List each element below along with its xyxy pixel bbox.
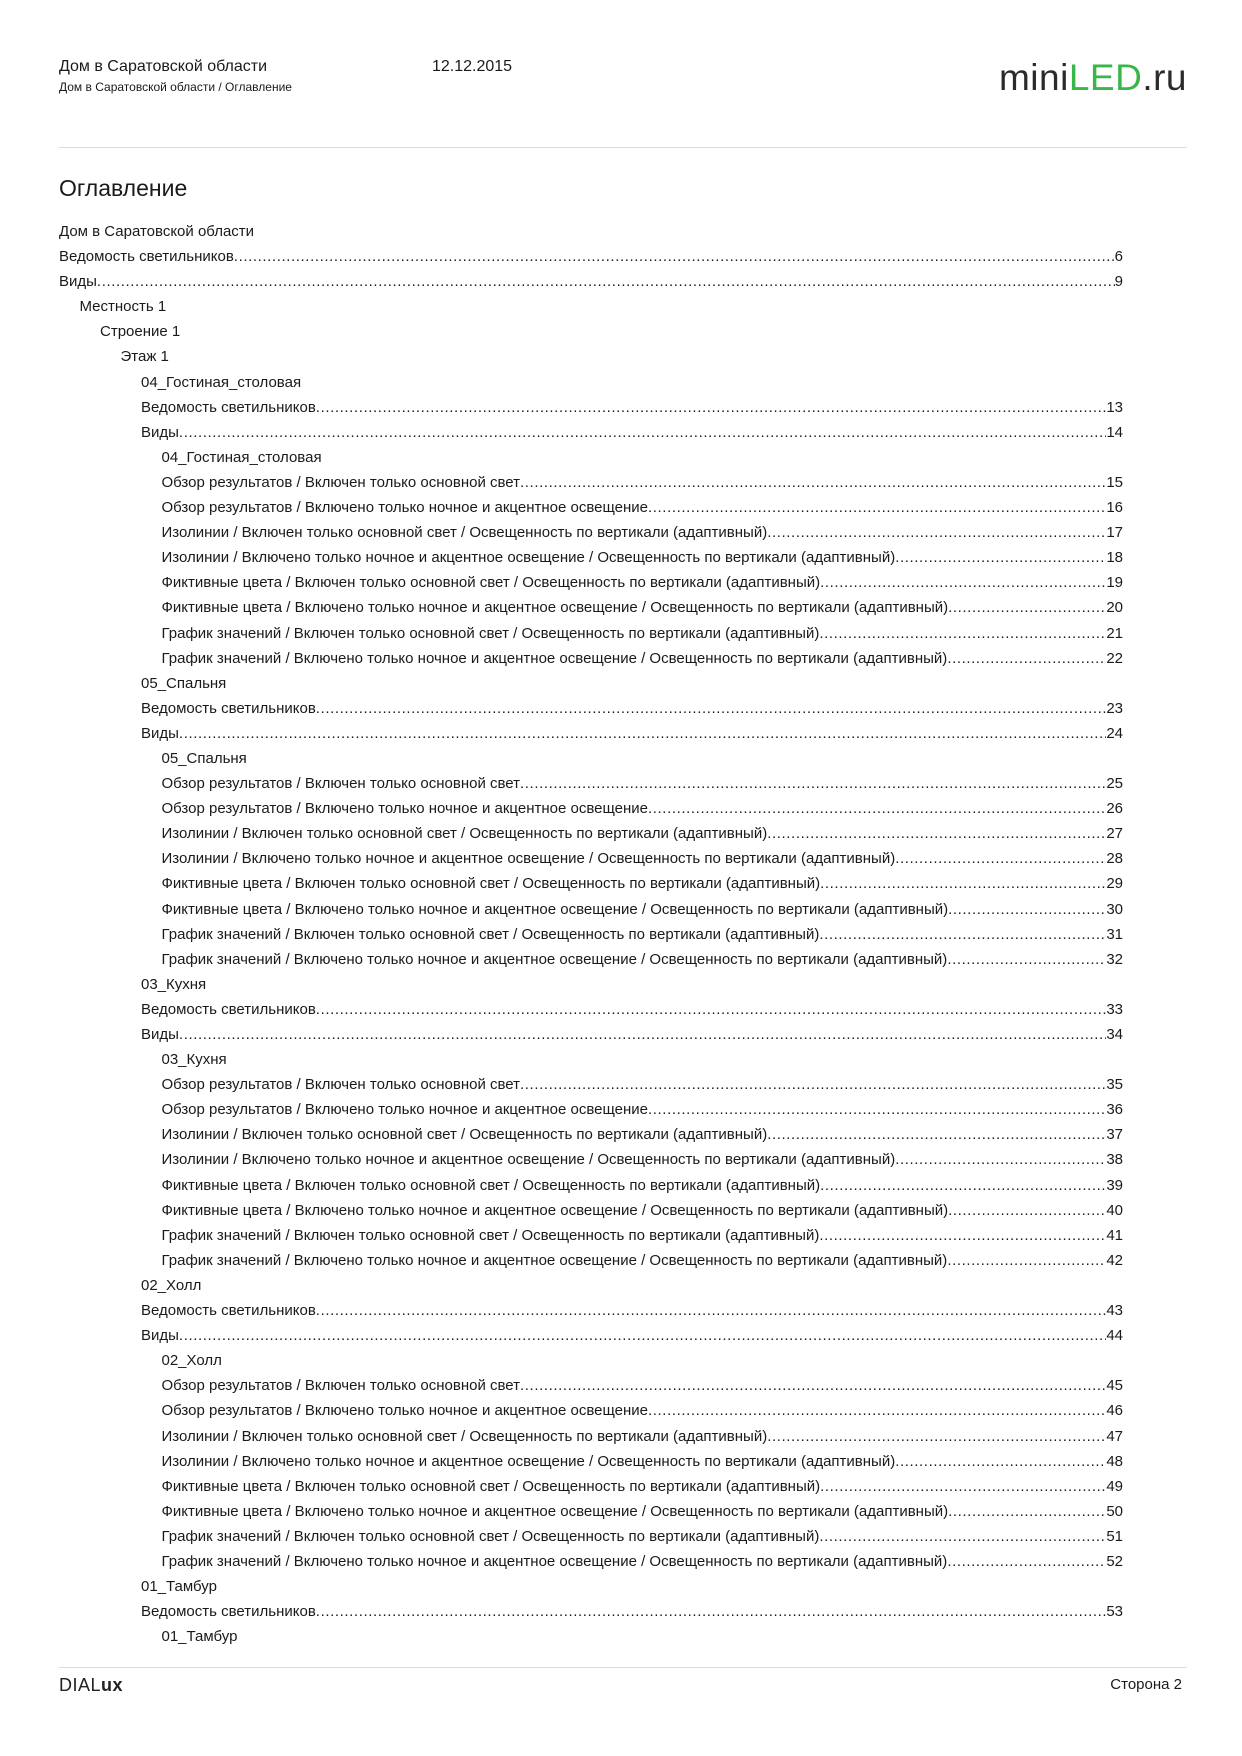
toc-entry-title: Дом в Саратовской области [59, 223, 255, 240]
toc-entry-page: 22 [1106, 649, 1123, 667]
toc-entry-title: Ведомость светильников [141, 1302, 316, 1320]
toc-entry[interactable] [59, 520, 1123, 545]
toc-entry-page: 48 [1106, 1452, 1123, 1470]
toc-title: Оглавление [59, 175, 188, 201]
toc-entry-title: Строение 1 [100, 323, 181, 341]
toc-entry-page: 37 [1106, 1126, 1123, 1144]
toc-dot-leader [179, 420, 1106, 445]
toc-entry-title: 03_Кухня [161, 1051, 227, 1069]
toc-entry-title: 01_Тамбур [141, 1578, 217, 1596]
toc-entry[interactable] [59, 420, 1123, 445]
table-of-contents [59, 219, 1123, 1649]
toc-dot-leader [179, 1022, 1106, 1047]
toc-entry[interactable] [59, 1499, 1123, 1524]
toc-entry[interactable] [59, 972, 1123, 997]
toc-entry[interactable] [59, 1097, 1123, 1122]
toc-entry[interactable] [59, 821, 1123, 846]
toc-entry[interactable] [59, 1398, 1123, 1423]
toc-entry-page: 47 [1106, 1427, 1123, 1445]
toc-entry-title: Этаж 1 [120, 348, 169, 366]
toc-dot-leader [316, 395, 1107, 420]
toc-entry-title: График значений / Включено только ночное и акцентное освещение / Освещенность по вертикали (адаптивный) [161, 950, 948, 968]
toc-entry-title: Фиктивные цвета / Включено только ночное и акцентное освещение / Освещенность по вертикали (адаптивный) [161, 900, 949, 918]
toc-entry-page: 32 [1106, 950, 1123, 968]
page-header [59, 58, 1187, 148]
toc-entry-page: 9 [1114, 273, 1123, 291]
toc-dot-leader [767, 520, 1106, 545]
brand-prefix: DIAL [59, 1675, 102, 1695]
toc-entry-title: Изолинии / Включен только основной свет / Освещенность по вертикали (адаптивный) [161, 524, 768, 542]
toc-entry[interactable] [59, 319, 1123, 344]
toc-entry-page: 42 [1106, 1251, 1123, 1269]
toc-entry[interactable] [59, 344, 1123, 369]
toc-entry-title: Изолинии / Включено только ночное и акцентное освещение / Освещенность по вертикали (адаптивный) [161, 1151, 896, 1169]
toc-entry[interactable] [59, 721, 1123, 746]
toc-entry[interactable] [59, 545, 1123, 570]
toc-dot-leader [947, 947, 1106, 972]
toc-entry-page: 26 [1106, 800, 1123, 818]
toc-dot-leader [648, 1398, 1106, 1423]
toc-dot-leader [179, 1323, 1106, 1348]
header-divider [59, 147, 1187, 148]
toc-entry[interactable] [59, 922, 1123, 947]
toc-entry-title: Изолинии / Включен только основной свет / Освещенность по вертикали (адаптивный) [161, 1427, 768, 1445]
toc-entry[interactable] [59, 1022, 1123, 1047]
toc-entry-page: 52 [1106, 1552, 1123, 1570]
toc-entry-title: 01_Тамбур [161, 1628, 238, 1646]
toc-entry-page: 35 [1106, 1076, 1123, 1094]
logo-accent: LED [1068, 57, 1143, 98]
toc-entry-title: Ведомость светильников [141, 1603, 316, 1621]
toc-entry-page: 51 [1106, 1527, 1123, 1545]
toc-dot-leader [895, 1147, 1106, 1172]
toc-entry[interactable] [59, 1223, 1123, 1248]
toc-entry[interactable] [59, 796, 1123, 821]
toc-entry-title: График значений / Включено только ночное и акцентное освещение / Освещенность по вертикали (адаптивный) [161, 1251, 948, 1269]
toc-entry[interactable] [59, 1147, 1123, 1172]
toc-entry-title: Виды [59, 273, 97, 291]
toc-entry[interactable] [59, 997, 1123, 1022]
toc-entry-page: 45 [1106, 1377, 1123, 1395]
toc-dot-leader [648, 1097, 1106, 1122]
toc-entry[interactable] [59, 1524, 1123, 1549]
toc-entry-title: График значений / Включено только ночное и акцентное освещение / Освещенность по вертикали (адаптивный) [161, 1552, 948, 1570]
toc-entry-title: Виды [141, 1327, 179, 1345]
toc-entry-page: 36 [1106, 1101, 1123, 1119]
toc-entry[interactable] [59, 746, 1123, 771]
toc-dot-leader [520, 1072, 1106, 1097]
toc-dot-leader [895, 545, 1106, 570]
toc-entry[interactable] [59, 1348, 1123, 1373]
toc-entry-title: 05_Спальня [161, 749, 247, 767]
project-name: Дом в Саратовской области [59, 58, 268, 75]
toc-entry-title: 02_Холл [161, 1352, 222, 1370]
toc-entry-title: Обзор результатов / Включено только ночное и акцентное освещение [161, 1101, 648, 1119]
toc-dot-leader [819, 922, 1106, 947]
toc-entry-title: 03_Кухня [141, 975, 207, 993]
toc-dot-leader [820, 871, 1106, 896]
toc-entry[interactable] [59, 1122, 1123, 1147]
toc-entry[interactable] [59, 696, 1123, 721]
toc-entry[interactable] [59, 294, 1123, 319]
toc-entry-page: 19 [1106, 574, 1123, 592]
toc-entry[interactable] [59, 1574, 1123, 1599]
toc-entry-title: Фиктивные цвета / Включено только ночное и акцентное освещение / Освещенность по вертикали (адаптивный) [161, 1502, 949, 1520]
toc-entry-title: Фиктивные цвета / Включено только ночное и акцентное освещение / Освещенность по вертикали (адаптивный) [161, 599, 949, 617]
toc-entry-title: Изолинии / Включен только основной свет / Освещенность по вертикали (адаптивный) [161, 825, 768, 843]
toc-dot-leader [234, 244, 1115, 269]
toc-entry[interactable] [59, 445, 1123, 470]
toc-dot-leader [767, 821, 1106, 846]
toc-entry-title: График значений / Включен только основной свет / Освещенность по вертикали (адаптивный) [161, 1226, 820, 1244]
toc-entry-page: 29 [1106, 875, 1123, 893]
toc-entry-title: Обзор результатов / Включено только ночное и акцентное освещение [161, 1402, 648, 1420]
toc-entry[interactable] [59, 621, 1123, 646]
report-date: 12.12.2015 [432, 58, 513, 75]
toc-entry-title: 05_Спальня [141, 674, 227, 692]
toc-entry-title: Обзор результатов / Включено только ночное и акцентное освещение [161, 800, 648, 818]
toc-entry-title: Ведомость светильников [141, 699, 316, 717]
toc-dot-leader [316, 1298, 1107, 1323]
toc-entry-title: Изолинии / Включено только ночное и акцентное освещение / Освещенность по вертикали (адаптивный) [161, 850, 896, 868]
toc-dot-leader [948, 1198, 1106, 1223]
logo-prefix: mini [998, 57, 1069, 98]
toc-entry[interactable] [59, 1424, 1123, 1449]
toc-entry-page: 33 [1106, 1000, 1123, 1018]
toc-entry[interactable] [59, 495, 1123, 520]
toc-dot-leader [820, 1173, 1106, 1198]
toc-entry-title: График значений / Включен только основной свет / Освещенность по вертикали (адаптивный) [161, 624, 820, 642]
toc-entry-page: 30 [1106, 900, 1123, 918]
toc-dot-leader [948, 595, 1106, 620]
toc-entry-title: 02_Холл [141, 1276, 202, 1294]
toc-entry[interactable] [59, 1599, 1123, 1624]
toc-dot-leader [520, 470, 1106, 495]
toc-entry-page: 18 [1106, 549, 1123, 567]
toc-entry[interactable] [59, 244, 1123, 269]
toc-entry-title: 04_Гостиная_столовая [141, 373, 302, 391]
toc-dot-leader [895, 846, 1106, 871]
toc-dot-leader [316, 997, 1107, 1022]
toc-entry[interactable] [59, 1248, 1123, 1273]
toc-entry-title: График значений / Включен только основной свет / Освещенность по вертикали (адаптивный) [161, 1527, 820, 1545]
toc-entry-title: Виды [141, 1026, 179, 1043]
toc-dot-leader [820, 570, 1106, 595]
toc-entry-title: Фиктивные цвета / Включен только основной свет / Освещенность по вертикали (адаптивный) [161, 1477, 821, 1495]
toc-entry-page: 16 [1106, 499, 1123, 517]
toc-entry-title: Местность 1 [79, 298, 167, 316]
toc-entry-page: 41 [1106, 1226, 1123, 1244]
toc-dot-leader [648, 796, 1106, 821]
toc-entry-title: Виды [141, 724, 179, 742]
toc-entry-title: 04_Гостиная_столовая [161, 448, 322, 466]
toc-entry[interactable] [59, 1173, 1123, 1198]
toc-entry[interactable] [59, 1273, 1123, 1298]
toc-dot-leader [819, 1524, 1106, 1549]
toc-entry-title: Обзор результатов / Включен только основной свет [161, 1076, 521, 1094]
toc-entry[interactable] [59, 1624, 1123, 1649]
toc-entry-title: Ведомость светильников [141, 398, 316, 416]
toc-entry[interactable] [59, 370, 1123, 395]
toc-entry-title: Фиктивные цвета / Включено только ночное и акцентное освещение / Освещенность по вертикали (адаптивный) [161, 1201, 949, 1219]
toc-entry[interactable] [59, 269, 1123, 294]
toc-dot-leader [316, 1599, 1107, 1624]
toc-entry-page: 20 [1106, 599, 1123, 617]
toc-entry-page: 46 [1106, 1402, 1123, 1420]
toc-dot-leader [819, 1223, 1106, 1248]
toc-dot-leader [820, 1474, 1106, 1499]
toc-dot-leader [520, 771, 1106, 796]
toc-entry[interactable] [59, 219, 1123, 244]
toc-entry-page: 24 [1106, 724, 1123, 742]
toc-dot-leader [316, 696, 1107, 721]
toc-entry-title: Ведомость светильников [141, 1000, 316, 1018]
toc-entry-title: Изолинии / Включен только основной свет / Освещенность по вертикали (адаптивный) [161, 1126, 768, 1144]
toc-entry[interactable] [59, 395, 1123, 420]
toc-entry-page: 31 [1106, 925, 1123, 943]
toc-entry-title: Фиктивные цвета / Включен только основной свет / Освещенность по вертикали (адаптивный) [161, 574, 821, 592]
toc-entry-title: Обзор результатов / Включен только основной свет [161, 775, 521, 793]
toc-entry[interactable] [59, 1449, 1123, 1474]
toc-dot-leader [947, 1248, 1106, 1273]
toc-entry-page: 50 [1106, 1502, 1123, 1520]
toc-entry-title: Изолинии / Включено только ночное и акцентное освещение / Освещенность по вертикали (адаптивный) [161, 549, 896, 567]
logo-suffix: .ru [1142, 57, 1187, 98]
toc-entry-title: Изолинии / Включено только ночное и акцентное освещение / Освещенность по вертикали (адаптивный) [161, 1452, 896, 1470]
toc-entry-title: Обзор результатов / Включен только основной свет [161, 473, 521, 491]
toc-entry-title: График значений / Включено только ночное и акцентное освещение / Освещенность по вертикали (адаптивный) [161, 649, 948, 667]
toc-entry[interactable] [59, 947, 1123, 972]
toc-entry[interactable] [59, 846, 1123, 871]
toc-dot-leader [767, 1424, 1106, 1449]
footer-divider [59, 1667, 1187, 1668]
toc-entry-page: 40 [1106, 1201, 1123, 1219]
toc-entry-title: Фиктивные цвета / Включен только основной свет / Освещенность по вертикали (адаптивный) [161, 1176, 821, 1194]
toc-dot-leader [948, 897, 1106, 922]
toc-dot-leader [895, 1449, 1106, 1474]
toc-entry[interactable] [59, 771, 1123, 796]
page-number: Сторона 2 [1110, 1676, 1182, 1693]
toc-dot-leader [179, 721, 1106, 746]
toc-entry[interactable] [59, 1047, 1123, 1072]
toc-dot-leader [648, 495, 1106, 520]
toc-entry-title: График значений / Включен только основной свет / Освещенность по вертикали (адаптивный) [161, 925, 820, 943]
dialux-logo [59, 1674, 123, 1696]
toc-entry-page: 15 [1106, 473, 1123, 491]
toc-dot-leader [520, 1373, 1106, 1398]
toc-dot-leader [948, 1499, 1106, 1524]
toc-entry-page: 17 [1106, 524, 1123, 542]
toc-entry[interactable] [59, 1072, 1123, 1097]
toc-entry-page: 21 [1106, 624, 1123, 642]
toc-entry[interactable] [59, 595, 1123, 620]
toc-entry[interactable] [59, 1549, 1123, 1574]
toc-entry-page: 34 [1106, 1026, 1123, 1043]
toc-dot-leader [819, 621, 1106, 646]
toc-entry-page: 28 [1106, 850, 1123, 868]
toc-entry-page: 25 [1106, 775, 1123, 793]
toc-entry[interactable] [59, 570, 1123, 595]
toc-entry[interactable] [59, 1198, 1123, 1223]
toc-entry[interactable] [59, 1373, 1123, 1398]
toc-entry-page: 27 [1106, 825, 1123, 843]
toc-entry[interactable] [59, 871, 1123, 896]
minled-logo [999, 56, 1187, 100]
toc-entry-page: 6 [1114, 248, 1123, 266]
toc-entry[interactable] [59, 897, 1123, 922]
toc-dot-leader [947, 1549, 1106, 1574]
toc-entry-page: 13 [1106, 398, 1123, 416]
toc-entry-title: Фиктивные цвета / Включен только основной свет / Освещенность по вертикали (адаптивный) [161, 875, 821, 893]
toc-entry-title: Обзор результатов / Включен только основной свет [161, 1377, 521, 1395]
toc-dot-leader [97, 269, 1115, 294]
toc-entry-title: Обзор результатов / Включено только ночное и акцентное освещение [161, 499, 648, 517]
toc-dot-leader [767, 1122, 1106, 1147]
toc-entry-page: 49 [1106, 1477, 1123, 1495]
brand-bold: ux [101, 1675, 124, 1695]
toc-entry[interactable] [59, 671, 1123, 696]
toc-entry-page: 44 [1106, 1327, 1123, 1345]
toc-entry[interactable] [59, 1298, 1123, 1323]
toc-dot-leader [947, 646, 1106, 671]
toc-entry[interactable] [59, 646, 1123, 671]
toc-entry[interactable] [59, 1474, 1123, 1499]
toc-entry-page: 14 [1106, 423, 1123, 441]
toc-entry[interactable] [59, 470, 1123, 495]
toc-entry-page: 38 [1106, 1151, 1123, 1169]
toc-entry-page: 23 [1106, 699, 1123, 717]
toc-entry[interactable] [59, 1323, 1123, 1348]
toc-entry-title: Виды [141, 423, 179, 441]
breadcrumb: Дом в Саратовской области / Оглавление [59, 80, 292, 94]
toc-entry-page: 43 [1106, 1302, 1123, 1320]
toc-entry-title: Ведомость светильников [59, 248, 234, 266]
toc-entry-page: 39 [1106, 1176, 1123, 1194]
toc-entry-page: 53 [1106, 1603, 1123, 1621]
